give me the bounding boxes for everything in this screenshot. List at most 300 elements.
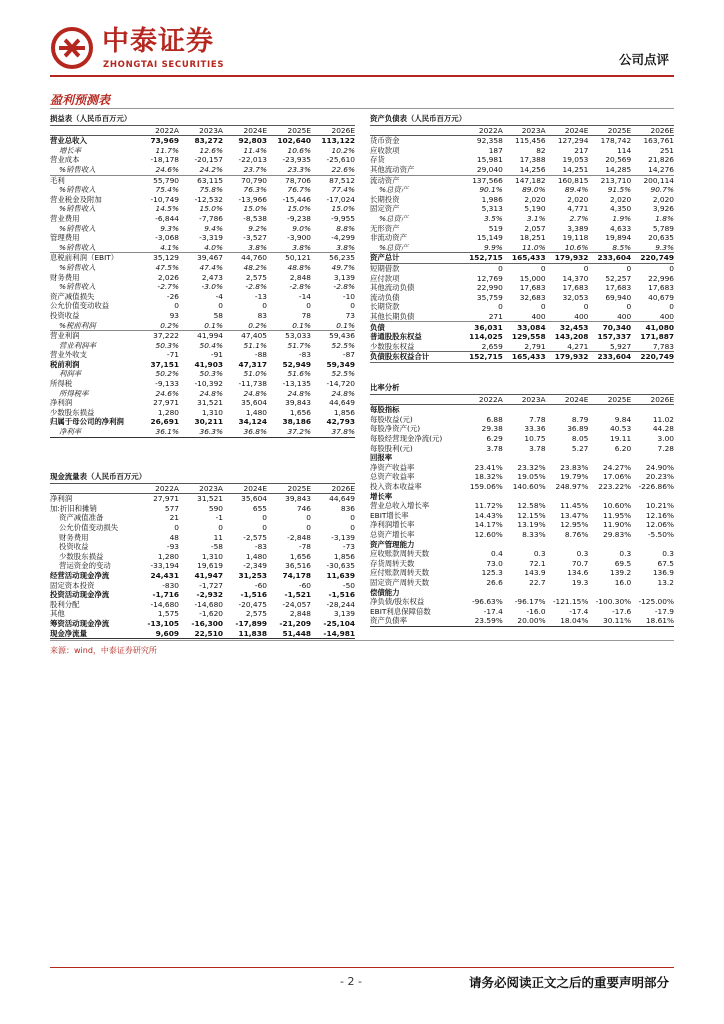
table-row [370, 283, 674, 293]
cell-value: 519 [488, 223, 503, 233]
cell-value: 11,838 [223, 629, 267, 639]
cell-value: -125.00% [638, 597, 674, 607]
cell-value: 58 [213, 310, 223, 320]
cell-value: 24.27% [603, 462, 632, 472]
table-row [50, 165, 355, 175]
table-row [370, 243, 674, 253]
cell-value: 24.8% [331, 388, 355, 398]
cell-value: 23.59% [460, 616, 503, 626]
cell-value: 22,996 [648, 273, 674, 283]
cell-value: 152,715 [460, 352, 503, 363]
cell-value: 42,793 [326, 417, 355, 427]
cell-value [546, 405, 589, 415]
table-row [370, 233, 674, 243]
cell-value: 271 [488, 311, 503, 321]
cell-value: 39,467 [179, 253, 223, 263]
cell-value: 34,124 [238, 417, 267, 427]
table-row [50, 600, 355, 610]
cell-value: 147,182 [503, 175, 546, 185]
cell-value: -23,935 [282, 155, 311, 165]
cell-value: -28,244 [326, 599, 355, 609]
table-row [50, 204, 355, 214]
cell-value: 24.8% [199, 388, 223, 398]
cell-value: 0.3 [533, 549, 546, 559]
cell-value [503, 540, 546, 550]
cell-value: 10.75 [524, 434, 546, 444]
cell-value: 200,114 [631, 175, 674, 185]
row-label: 投入资本收益率 [370, 481, 422, 491]
cell-value: 0 [626, 263, 632, 273]
cell-value: 36.8% [223, 427, 267, 437]
cell-value: 70,790 [223, 175, 267, 185]
cell-value: 12.58% [517, 501, 546, 511]
cell-value: -2,349 [243, 561, 267, 571]
cell-value: 0 [174, 301, 179, 311]
cell-value: 2,020 [652, 194, 674, 204]
cell-value: 91.5% [607, 185, 632, 195]
row-label: 营业成本 [50, 155, 80, 165]
table-row [50, 243, 355, 253]
cell-value: 0 [350, 523, 355, 533]
cell-value: 590 [208, 503, 223, 513]
cell-value: -16.0 [526, 606, 546, 616]
row-label: 营业费用 [50, 213, 80, 223]
cell-value: -60 [254, 580, 267, 590]
row-label: 少数股东损益 [50, 407, 95, 417]
table-row [370, 511, 674, 521]
cell-value: 0 [306, 301, 311, 311]
cell-value: 51.0% [243, 369, 267, 379]
cell-value: 22,990 [476, 283, 503, 293]
cell-value: 0.2% [160, 320, 179, 330]
header-spacer [370, 394, 460, 405]
cell-value: 0.3 [576, 549, 589, 559]
cell-value: 8.05 [571, 434, 589, 444]
cell-value: 15,149 [476, 233, 503, 243]
cell-value: 1,575 [157, 609, 179, 619]
cell-value: 11.7% [155, 145, 179, 155]
cell-value: 18,251 [519, 233, 546, 243]
table-row [370, 204, 674, 214]
table-row [370, 263, 674, 273]
table-row [50, 408, 355, 418]
table-row [370, 463, 674, 473]
cell-value [503, 587, 546, 597]
cell-value: 3,139 [333, 609, 355, 619]
cell-value: 44.28 [652, 424, 674, 434]
cell-value: 2,020 [610, 194, 632, 204]
cell-value: -25,104 [323, 618, 355, 628]
cell-value: 52,257 [605, 273, 632, 283]
cell-value: 7,783 [652, 341, 674, 351]
cell-value: -2,575 [243, 532, 267, 542]
row-label: 流动负债 [370, 292, 400, 302]
cell-value: 14,370 [562, 273, 589, 283]
cell-value: 213,710 [588, 175, 631, 185]
source-note: 来源：wind，中泰证券研究所 [50, 646, 157, 655]
cell-value: 18.61% [631, 616, 674, 626]
cell-value: 19.11 [610, 434, 632, 444]
cell-value: 47.5% [155, 262, 179, 272]
cell-value: 87,512 [311, 175, 355, 185]
cell-value: 8.5% [612, 242, 632, 252]
cell-value: 78,706 [267, 175, 311, 185]
cell-value: -17.6 [612, 606, 632, 616]
row-label: 每股收益(元) [370, 414, 413, 424]
cell-value: 0.3 [662, 549, 674, 559]
year-header-row [50, 483, 355, 494]
cell-value: 0 [498, 302, 503, 312]
year-header: 2026E [631, 125, 674, 136]
cell-value: 134.6 [567, 568, 589, 578]
row-label: %销售收入 [59, 165, 96, 175]
cell-value: 23.3% [287, 165, 311, 175]
cell-value: -4 [215, 291, 223, 301]
table-row [370, 597, 674, 607]
table-row [370, 224, 674, 234]
cell-value: 143.9 [524, 568, 546, 578]
cell-value: 0 [498, 263, 503, 273]
row-label: 资产总计 [370, 253, 460, 264]
row-label: 无形资产 [370, 223, 400, 233]
cell-value: -7,786 [199, 213, 223, 223]
cell-value: 233,604 [588, 352, 631, 363]
cell-value: 30,211 [194, 417, 223, 427]
cell-value: 3.8% [248, 242, 267, 252]
row-label: 营业总收入 [50, 136, 87, 146]
cell-value: -121.15% [552, 597, 589, 607]
table-row [50, 369, 355, 379]
cell-value: 32,053 [562, 292, 589, 302]
table-title: 现金流量表（人民币百万元） [50, 472, 355, 483]
cell-value: -1,521 [284, 590, 311, 600]
table-row [50, 273, 355, 283]
table-row [50, 195, 355, 205]
cell-value: 4,771 [567, 204, 589, 214]
cell-value: 0.1% [336, 320, 355, 330]
row-label: 管理费用 [50, 233, 80, 243]
table-row [50, 311, 355, 321]
cell-value: 11.02 [652, 414, 674, 424]
cell-value: -83 [254, 542, 267, 552]
cell-value: -33,194 [150, 561, 179, 571]
year-header: 2025E [588, 125, 631, 136]
cell-value: 29,040 [476, 165, 503, 175]
row-label: 应收款项 [370, 145, 400, 155]
cell-value: 11 [213, 532, 223, 542]
cell-value: 251 [659, 145, 674, 155]
cell-value: 70,340 [588, 322, 631, 332]
cell-value: 31,253 [238, 570, 267, 580]
table-row [370, 616, 674, 626]
cell-value: 0.4 [491, 549, 503, 559]
cell-value: 10.60% [603, 501, 632, 511]
cell-value: 220,749 [631, 253, 674, 264]
cell-value: -2,932 [196, 590, 223, 600]
table-row [50, 224, 355, 234]
year-header-row [50, 125, 355, 136]
cell-value: 3.78 [486, 443, 503, 453]
cell-value: 89.4% [564, 185, 589, 195]
cell-value [588, 453, 631, 463]
row-label: 总资产收益率 [370, 472, 415, 482]
cell-value: 22,510 [179, 629, 223, 639]
cell-value: 1,310 [201, 407, 223, 417]
cell-value: -11,738 [238, 379, 267, 389]
cell-value: -226.86% [638, 481, 674, 491]
table-row [370, 293, 674, 303]
cell-value: 75.8% [199, 185, 223, 195]
cell-value: 165,433 [503, 253, 546, 264]
cell-value [588, 587, 631, 597]
table-row [370, 155, 674, 165]
cell-value: 24.6% [155, 165, 179, 175]
cell-value: 44,760 [223, 253, 267, 263]
cell-value: 5,927 [610, 341, 632, 351]
year-header: 2022A [135, 125, 179, 136]
table-row [370, 482, 674, 492]
cell-value: 69,940 [605, 292, 632, 302]
cell-value: 69.5 [614, 558, 632, 568]
cell-value: 5,190 [524, 204, 546, 214]
cell-value: 0.1% [292, 320, 311, 330]
year-header: 2024E [223, 483, 267, 494]
row-label: 所得税率 [59, 388, 89, 398]
table-row [50, 263, 355, 273]
cell-value: 76.3% [243, 185, 267, 195]
cell-value: -2.8% [333, 282, 355, 292]
cell-value: 3.8% [292, 242, 311, 252]
cell-value: -20,157 [194, 155, 223, 165]
cash-flow-table [50, 472, 355, 639]
cell-value: -50 [342, 580, 355, 590]
cell-value: -17,899 [235, 618, 267, 628]
document-type: 公司点评 [618, 52, 669, 67]
cell-value: 14.5% [155, 204, 179, 214]
row-label: 少数股东损益 [59, 551, 104, 561]
cell-value: 0.1% [204, 320, 223, 330]
cell-value: 93 [169, 310, 179, 320]
footer-divider [50, 967, 674, 968]
cell-value: 13.47% [560, 510, 589, 520]
table-row [370, 415, 674, 425]
cell-value: 12.06% [645, 520, 674, 530]
cell-value: -830 [162, 580, 179, 590]
row-label: 加:折旧和摊销 [50, 503, 97, 513]
cell-value: 40.53 [610, 424, 632, 434]
year-header: 2022A [460, 394, 503, 405]
cell-value: -14,720 [326, 379, 355, 389]
cell-value: -18,178 [150, 155, 179, 165]
cell-value: 24.8% [243, 388, 267, 398]
table-row [50, 619, 355, 629]
cell-value: -10,749 [150, 194, 179, 204]
cell-value: -73 [342, 542, 355, 552]
cell-value: 13.2 [657, 577, 674, 587]
cell-value: 3.5% [484, 213, 503, 223]
row-label: %税前利润 [59, 320, 96, 330]
cell-value: 59,349 [326, 359, 355, 369]
cell-value: 52,949 [282, 359, 311, 369]
table-row [370, 530, 674, 540]
table-row [370, 444, 674, 454]
row-label: 每股净资产(元) [370, 424, 421, 434]
cell-value: 82 [536, 145, 546, 155]
cell-value: -14,680 [150, 599, 179, 609]
row-label: 净利润增长率 [370, 520, 415, 530]
cell-value: 23.83% [560, 462, 589, 472]
cell-value: -22,013 [238, 155, 267, 165]
source-divider [50, 640, 674, 641]
table-row [370, 185, 674, 195]
table-row [370, 302, 674, 312]
table-row [50, 494, 355, 504]
cell-value: 3.00 [657, 434, 674, 444]
table-row [370, 424, 674, 434]
cell-value: 50,121 [267, 253, 311, 263]
cell-value: 51.7% [287, 340, 311, 350]
brand-name-cn: 中泰证券 [102, 26, 214, 57]
table-row [370, 540, 674, 550]
cell-value: 41,994 [179, 331, 223, 341]
cell-value: -1,516 [240, 590, 267, 600]
cell-value [546, 453, 589, 463]
cell-value: 1,280 [157, 551, 179, 561]
cell-value: 836 [340, 503, 355, 513]
cell-value: 48.8% [287, 262, 311, 272]
year-header: 2025E [267, 125, 311, 136]
cell-value: 6.20 [614, 443, 632, 453]
cell-value: -88 [254, 350, 267, 360]
cell-value: 2,575 [245, 609, 267, 619]
cell-value: 179,932 [546, 352, 589, 363]
row-label: 净利润 [50, 494, 73, 504]
cell-value: 15,000 [519, 273, 546, 283]
row-label: 投资收益 [59, 542, 89, 552]
row-label: 应付账款周转天数 [370, 568, 430, 578]
table-row [50, 282, 355, 292]
row-label: %总资产 [379, 242, 409, 252]
cell-value: 29.38 [481, 424, 503, 434]
cell-value: -1 [215, 513, 223, 523]
cell-value: 75.4% [155, 185, 179, 195]
cell-value: 23.41% [474, 462, 503, 472]
row-label: 短期借款 [370, 263, 400, 273]
cell-value: 77.4% [331, 185, 355, 195]
table-row [370, 405, 674, 415]
cell-value: 72.1 [529, 558, 546, 568]
cell-value: 8.8% [336, 223, 355, 233]
cell-value: 400 [659, 311, 674, 321]
cell-value: 14.17% [474, 520, 503, 530]
row-label: 货币资金 [370, 136, 400, 146]
cell-value: 143,208 [554, 332, 589, 342]
cell-value: -2.7% [157, 282, 179, 292]
cell-value: 19.3 [571, 577, 589, 587]
row-label: 资产负债率 [370, 616, 460, 626]
table-row [370, 453, 674, 463]
cell-value: 36,031 [460, 322, 503, 332]
row-label: 每股指标 [370, 405, 400, 415]
header-spacer [50, 125, 135, 136]
table-title-row [50, 114, 355, 125]
cell-value: 10.21% [645, 501, 674, 511]
cell-value: 47,317 [238, 359, 267, 369]
cell-value: 32,683 [519, 292, 546, 302]
cell-value: 5.27 [571, 443, 589, 453]
cell-value [546, 492, 589, 502]
cell-value [631, 492, 674, 502]
cell-value: -71 [166, 350, 179, 360]
cell-value: 113,122 [321, 136, 355, 146]
cell-value: 10.6% [287, 145, 311, 155]
table-row [50, 552, 355, 562]
cell-value [631, 587, 674, 597]
table-row [50, 523, 355, 533]
table-row [50, 350, 355, 360]
cell-value: 2,848 [289, 609, 311, 619]
cell-value: 35,759 [476, 292, 503, 302]
cell-value: -17.9 [654, 606, 674, 616]
row-label: 投资活动现金净流 [50, 590, 110, 600]
year-header: 2023A [503, 394, 546, 405]
table-row [50, 398, 355, 408]
cell-value: 2,575 [245, 272, 267, 282]
cell-value: 19,053 [562, 155, 589, 165]
cell-value: -3.0% [201, 282, 223, 292]
table-row [370, 492, 674, 502]
cell-value: 18.32% [474, 472, 503, 482]
cell-value: 20.00% [503, 616, 546, 626]
cell-value: -10 [342, 291, 355, 301]
cell-value: 2,057 [524, 223, 546, 233]
cell-value: 2,848 [289, 272, 311, 282]
cell-value: 5,313 [481, 204, 503, 214]
cell-value: 14,256 [519, 165, 546, 175]
table-row [50, 379, 355, 389]
cell-value: 23.32% [517, 462, 546, 472]
cell-value: 4,633 [610, 223, 632, 233]
row-label: 增长率 [59, 145, 82, 155]
cell-value: -1,516 [328, 590, 355, 600]
year-header: 2026E [311, 125, 355, 136]
cell-value [588, 540, 631, 550]
cell-value [460, 453, 503, 463]
cell-value: 52.5% [331, 340, 355, 350]
cell-value: 53,033 [267, 331, 311, 341]
table-row [50, 320, 355, 330]
cell-value: -96.63% [471, 597, 503, 607]
cell-value: 49.7% [331, 262, 355, 272]
cell-value: 17,683 [562, 283, 589, 293]
cell-value: 39,843 [285, 494, 311, 504]
cell-value: 11.90% [603, 520, 632, 530]
table-row [50, 360, 355, 370]
cell-value: 27,971 [153, 494, 179, 504]
row-label: 利润率 [59, 369, 82, 379]
cell-value: 35,604 [241, 398, 267, 408]
cell-value: 746 [296, 503, 311, 513]
cell-value [588, 492, 631, 502]
cell-value: 217 [574, 145, 589, 155]
table-row [50, 504, 355, 514]
cell-value: 6.88 [486, 414, 503, 424]
cell-value: 3.8% [336, 242, 355, 252]
cell-value: -24,057 [282, 599, 311, 609]
cell-value: 15.0% [199, 204, 223, 214]
row-label: 偿债能力 [370, 587, 400, 597]
cell-value [588, 405, 631, 415]
